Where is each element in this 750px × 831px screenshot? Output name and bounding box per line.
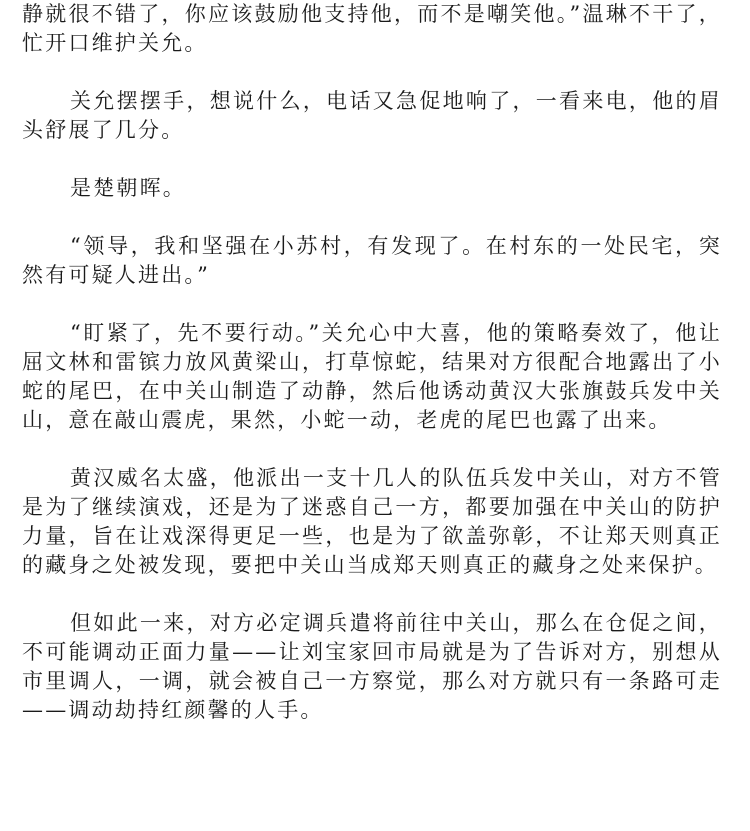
paragraph-gap [22, 145, 722, 174]
paragraph-7: 但如此一来，对方必定调兵遣将前往中关山，那么在仓促之间，不可能调动正面力量——让刘宝家回市局就是为了告诉对方，别想从市里调人，一调，就会被自己一方察觉，那么对方就只有一条路可走——调动劫持红颜馨的人手。 [22, 611, 722, 722]
paragraph-gap [22, 435, 722, 464]
paragraph-1: 静就很不错了，你应该鼓励他支持他，而不是嘲笑他。”温琳不干了，忙开口维护关允。 [22, 2, 722, 55]
paragraph-gap [22, 580, 722, 609]
document-page [22, 0, 722, 725]
paragraph-gap [22, 290, 722, 319]
paragraph-2: 关允摆摆手，想说什么，电话又急促地响了，一看来电，他的眉头舒展了几分。 [22, 89, 722, 142]
paragraph-gap [22, 58, 722, 87]
paragraph-5: “盯紧了，先不要行动。”关允心中大喜，他的策略奏效了，他让屈文林和雷镔力放风黄梁山，打草惊蛇，结果对方很配合地露出了小蛇的尾巴，在中关山制造了动静，然后他诱动黄汉大张旗鼓兵发中关山，意在敲山震虎，果然，小蛇一动，老虎的尾巴也露了出来。 [22, 321, 722, 432]
paragraph-4: “领导，我和坚强在小苏村，有发现了。在村东的一处民宅，突然有可疑人进出。” [22, 234, 722, 287]
paragraph-gap [22, 203, 722, 232]
paragraph-3: 是楚朝晖。 [70, 176, 186, 200]
paragraph-6: 黄汉威名太盛，他派出一支十几人的队伍兵发中关山，对方不管是为了继续演戏，还是为了迷惑自己一方，都要加强在中关山的防护力量，旨在让戏深得更足一些，也是为了欲盖弥彰，不让郑天则真正的藏身之处被发现，要把中关山当成郑天则真正的藏身之处来保护。 [22, 466, 722, 577]
